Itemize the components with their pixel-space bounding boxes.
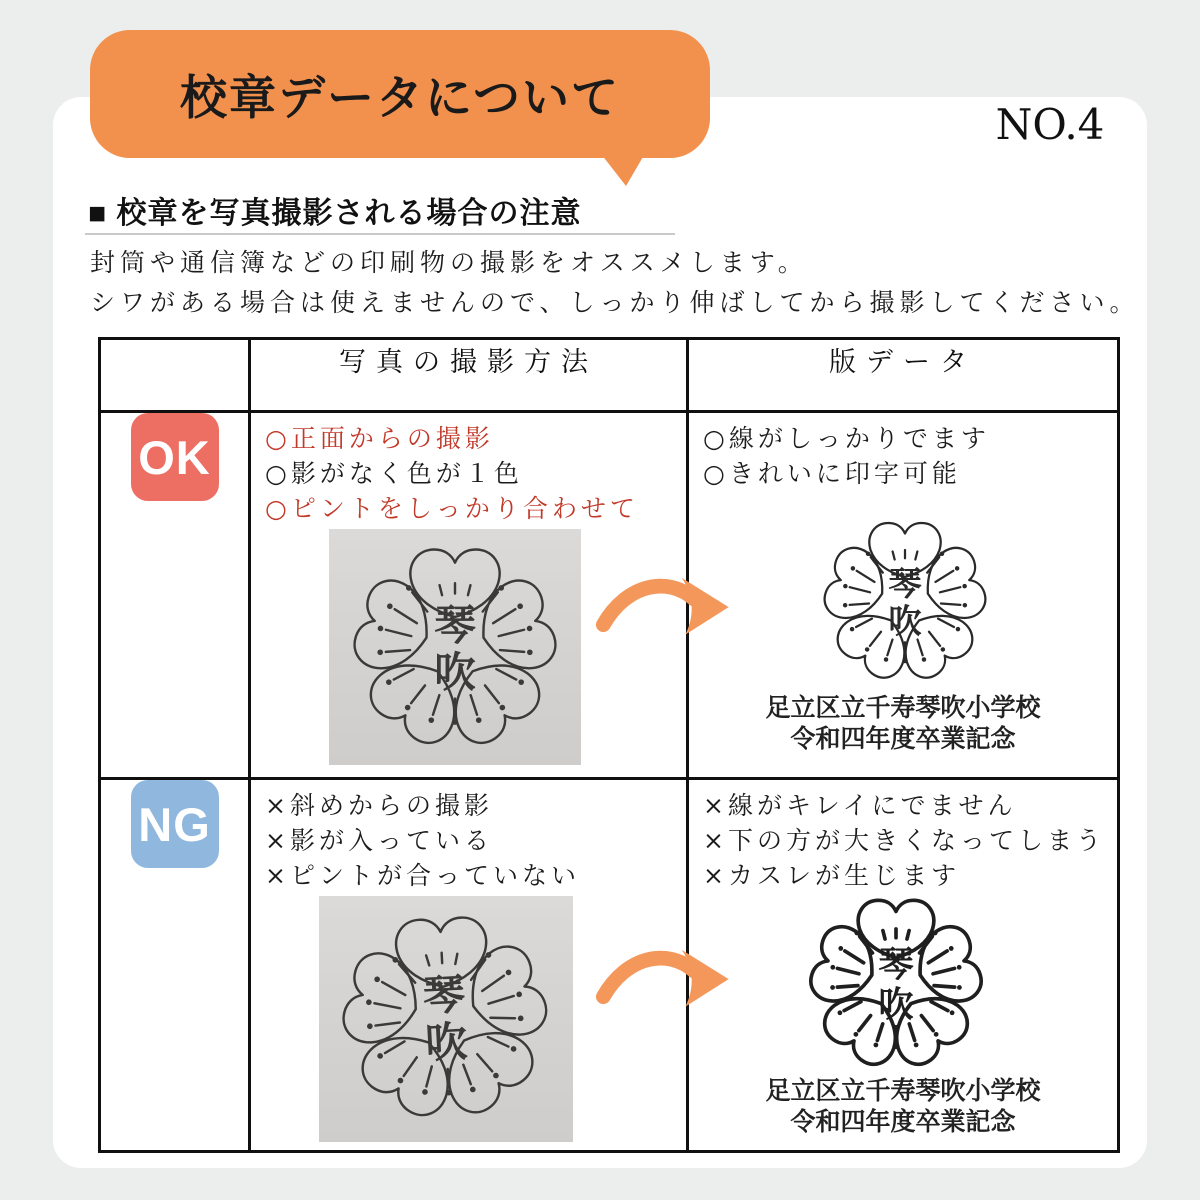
heading-underline — [85, 233, 675, 235]
school-emblem-photo-ng — [334, 906, 557, 1129]
ng-photo — [319, 896, 573, 1142]
plate-caption-ng — [689, 1076, 1117, 1138]
note-line: ○ピントをしっかり合わせて — [265, 494, 639, 523]
note-line: ○きれいに印字可能 — [703, 459, 961, 488]
school-emblem-plate-ng — [807, 894, 985, 1072]
note-line: ×カスレが生じます — [703, 861, 960, 890]
comparison-table — [98, 337, 1120, 1153]
note-line: ○影がなく色が１色 — [265, 459, 523, 488]
header-method: 写真の撮影方法 — [250, 339, 688, 412]
school-name: 足立区立千寿琴吹小学校 — [765, 694, 1041, 722]
memorial-line: 令和四年度卒業記念 — [790, 1108, 1016, 1136]
title-bubble — [90, 30, 710, 158]
ok-photo — [329, 529, 581, 765]
plate-caption-ok — [689, 693, 1117, 755]
ng-method-notes — [265, 788, 580, 893]
page-number: NO.4 — [995, 100, 1105, 149]
school-name: 足立区立千寿琴吹小学校 — [765, 1077, 1041, 1105]
body-text-line: シワがある場合は使えませんので、しっかり伸ばしてから撮影してください。 — [90, 288, 1140, 317]
body-text-line: 封筒や通信簿などの印刷物の撮影をオススメします。 — [90, 248, 808, 277]
note-line: ○線がしっかりでます — [703, 424, 990, 453]
ng-badge-cell — [100, 779, 250, 1152]
ok-badge-cell — [100, 412, 250, 779]
note-line: ×線がキレイにでません — [703, 791, 1017, 820]
ok-plate-cell — [688, 412, 1119, 779]
ok-plate-notes — [703, 421, 990, 491]
note-line: ×下の方が大きくなってしまう — [703, 826, 1105, 855]
table-header-row — [100, 339, 1119, 412]
ok-arrow-icon — [593, 564, 735, 658]
page-title: 校章データについて — [179, 70, 621, 126]
note-line: ×斜めからの撮影 — [265, 791, 493, 820]
ng-plate-cell — [688, 779, 1119, 1152]
ng-badge: NG — [131, 780, 219, 868]
ok-badge: OK — [131, 413, 219, 501]
section-heading: ■ 校章を写真撮影される場合の注意 — [88, 197, 582, 230]
ng-arrow-icon — [593, 936, 735, 1030]
ok-method-notes — [265, 421, 639, 526]
memorial-line: 令和四年度卒業記念 — [790, 725, 1016, 753]
note-line: ○正面からの撮影 — [265, 424, 494, 453]
bubble-tail — [598, 150, 647, 186]
header-corner — [100, 339, 250, 412]
header-plate: 版データ — [688, 339, 1119, 412]
ng-plate-notes — [703, 788, 1105, 893]
school-emblem-photo-ok — [350, 542, 560, 752]
school-emblem-plate-ok — [821, 517, 989, 685]
note-line: ×ピントが合っていない — [265, 861, 580, 890]
note-line: ×影が入っている — [265, 826, 493, 855]
